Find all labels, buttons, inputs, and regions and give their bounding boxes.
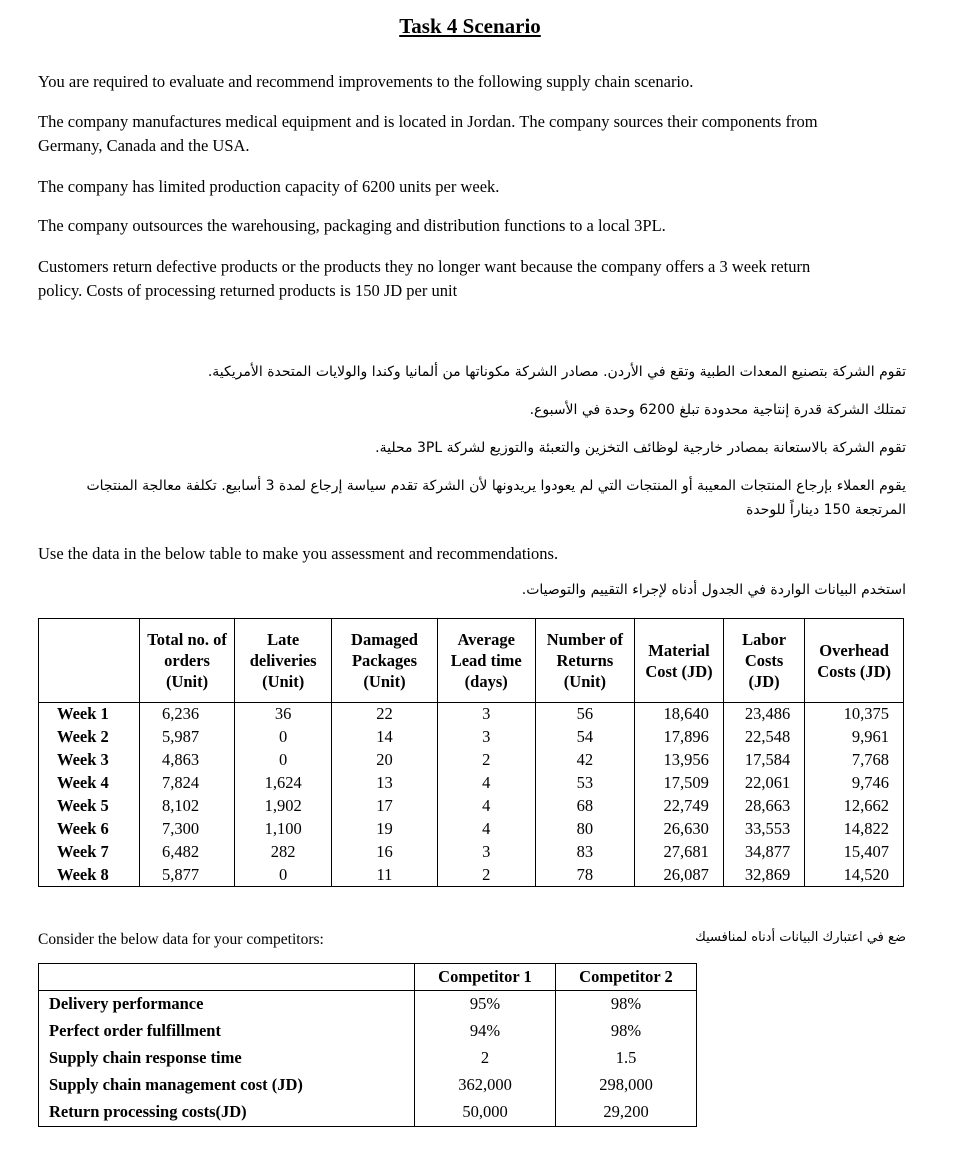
competitor-2-value: 298,000	[556, 1072, 697, 1099]
returns-cell: 56	[535, 703, 635, 726]
table-row	[39, 1072, 697, 1099]
lead-time-cell: 2	[437, 749, 535, 772]
damaged-packages-cell: 19	[332, 818, 438, 841]
total-orders-cell: 7,824	[140, 772, 235, 795]
returns-cell: 83	[535, 841, 635, 864]
total-orders-cell: 8,102	[140, 795, 235, 818]
header-competitor-1: Competitor 1	[415, 964, 556, 991]
material-cost-cell: 26,087	[635, 864, 724, 887]
returns-cell: 53	[535, 772, 635, 795]
arabic-paragraph-3: تقوم الشركة بالاستعانة بمصادر خارجية لوظائف التخزين والتعبئة والتوزيع لشركة 3PL محلية.	[375, 440, 906, 456]
total-orders-cell: 7,300	[140, 818, 235, 841]
overhead-costs-cell: 15,407	[805, 841, 904, 864]
table-row	[39, 1018, 697, 1045]
header-late-deliveries: Late deliveries (Unit)	[235, 619, 332, 703]
use-data-instruction: Use the data in the below table to make you assessment and recommendations.	[38, 544, 559, 563]
metric-label: Perfect order fulfillment	[39, 1018, 415, 1045]
table-row	[39, 749, 904, 772]
labor-costs-cell: 32,869	[723, 864, 804, 887]
total-orders-cell: 6,482	[140, 841, 235, 864]
week-label: Week 7	[39, 841, 140, 864]
returns-cell: 68	[535, 795, 635, 818]
intro-paragraph: You are required to evaluate and recommend improvements to the following supply chain scenario.	[38, 72, 694, 91]
material-cost-cell: 13,956	[635, 749, 724, 772]
header-labor-costs: Labor Costs (JD)	[723, 619, 804, 703]
table-row	[39, 991, 697, 1019]
competitor-1-value: 94%	[415, 1018, 556, 1045]
competitor-1-value: 362,000	[415, 1072, 556, 1099]
outsourcing-paragraph: The company outsources the warehousing, packaging and distribution functions to a local 3PL.	[38, 216, 666, 235]
lead-time-cell: 2	[437, 864, 535, 887]
header-total-orders: Total no. of orders (Unit)	[140, 619, 235, 703]
header-week	[39, 619, 140, 703]
returns-cell: 80	[535, 818, 635, 841]
overhead-costs-cell: 9,746	[805, 772, 904, 795]
metric-label: Supply chain management cost (JD)	[39, 1072, 415, 1099]
material-cost-cell: 17,896	[635, 726, 724, 749]
header-metric	[39, 964, 415, 991]
returns-cell: 54	[535, 726, 635, 749]
header-returns: Number of Returns (Unit)	[535, 619, 635, 703]
damaged-packages-cell: 16	[332, 841, 438, 864]
lead-time-cell: 3	[437, 726, 535, 749]
header-lead-time: Average Lead time (days)	[437, 619, 535, 703]
week-label: Week 8	[39, 864, 140, 887]
week-label: Week 4	[39, 772, 140, 795]
late-deliveries-cell: 1,902	[235, 795, 332, 818]
capacity-paragraph: The company has limited production capacity of 6200 units per week.	[38, 177, 500, 196]
week-label: Week 6	[39, 818, 140, 841]
total-orders-cell: 6,236	[140, 703, 235, 726]
labor-costs-cell: 22,061	[723, 772, 804, 795]
arabic-paragraph-1: تقوم الشركة بتصنيع المعدات الطبية وتقع في الأردن. مصادر الشركة مكوناتها من ألمانيا وكندا والولايات المتحدة الأمريكية.	[207, 364, 906, 380]
week-label: Week 2	[39, 726, 140, 749]
damaged-packages-cell: 14	[332, 726, 438, 749]
competitor-2-value: 1.5	[556, 1045, 697, 1072]
returns-cell: 78	[535, 864, 635, 887]
lead-time-cell: 3	[437, 841, 535, 864]
labor-costs-cell: 33,553	[723, 818, 804, 841]
table-row	[39, 1099, 697, 1127]
material-cost-cell: 22,749	[635, 795, 724, 818]
labor-costs-cell: 34,877	[723, 841, 804, 864]
metric-label: Supply chain response time	[39, 1045, 415, 1072]
material-cost-cell: 18,640	[635, 703, 724, 726]
overhead-costs-cell: 14,520	[805, 864, 904, 887]
metric-label: Return processing costs(JD)	[39, 1099, 415, 1127]
table-row	[39, 818, 904, 841]
week-label: Week 5	[39, 795, 140, 818]
table-row	[39, 864, 904, 887]
returns-cell: 42	[535, 749, 635, 772]
week-label: Week 1	[39, 703, 140, 726]
damaged-packages-cell: 20	[332, 749, 438, 772]
arabic-use-data: استخدم البيانات الواردة في الجدول أدناه لإجراء التقييم والتوصيات.	[521, 582, 906, 598]
late-deliveries-cell: 282	[235, 841, 332, 864]
labor-costs-cell: 23,486	[723, 703, 804, 726]
header-damaged-packages: Damaged Packages (Unit)	[332, 619, 438, 703]
lead-time-cell: 4	[437, 795, 535, 818]
table-row	[39, 795, 904, 818]
header-overhead-costs: Overhead Costs (JD)	[805, 619, 904, 703]
competitor-instruction: Consider the below data for your competitors:	[38, 931, 324, 948]
total-orders-cell: 5,987	[140, 726, 235, 749]
table-row	[39, 772, 904, 795]
late-deliveries-cell: 36	[235, 703, 332, 726]
overhead-costs-cell: 9,961	[805, 726, 904, 749]
late-deliveries-cell: 0	[235, 726, 332, 749]
competitor-1-value: 50,000	[415, 1099, 556, 1127]
material-cost-cell: 17,509	[635, 772, 724, 795]
company-paragraph: The company manufactures medical equipment and is located in Jordan. The company sources their components from Germany, Canada and the USA.	[38, 112, 818, 155]
damaged-packages-cell: 11	[332, 864, 438, 887]
metric-label: Delivery performance	[39, 991, 415, 1019]
late-deliveries-cell: 0	[235, 749, 332, 772]
week-label: Week 3	[39, 749, 140, 772]
overhead-costs-cell: 14,822	[805, 818, 904, 841]
header-competitor-2: Competitor 2	[556, 964, 697, 991]
competitor-2-value: 98%	[556, 991, 697, 1019]
labor-costs-cell: 17,584	[723, 749, 804, 772]
supply-chain-data-table	[38, 618, 904, 887]
damaged-packages-cell: 17	[332, 795, 438, 818]
arabic-paragraph-2: تمتلك الشركة قدرة إنتاجية محدودة تبلغ 6200 وحدة في الأسبوع.	[529, 402, 906, 418]
late-deliveries-cell: 0	[235, 864, 332, 887]
table-row	[39, 1045, 697, 1072]
lead-time-cell: 4	[437, 772, 535, 795]
total-orders-cell: 4,863	[140, 749, 235, 772]
damaged-packages-cell: 13	[332, 772, 438, 795]
returns-paragraph: Customers return defective products or the products they no longer want because the company offers a 3 week return policy. Costs of processing returned products is 150 JD per unit	[38, 257, 811, 300]
lead-time-cell: 4	[437, 818, 535, 841]
labor-costs-cell: 22,548	[723, 726, 804, 749]
late-deliveries-cell: 1,624	[235, 772, 332, 795]
competitor-2-value: 29,200	[556, 1099, 697, 1127]
competitor-table	[38, 963, 697, 1127]
page-title: Task 4 Scenario	[399, 14, 541, 38]
material-cost-cell: 27,681	[635, 841, 724, 864]
table-row	[39, 703, 904, 726]
competitor-1-value: 95%	[415, 991, 556, 1019]
late-deliveries-cell: 1,100	[235, 818, 332, 841]
overhead-costs-cell: 12,662	[805, 795, 904, 818]
table-row	[39, 726, 904, 749]
arabic-competitor-instruction: ضع في اعتبارك البيانات أدناه لمنافسيك	[695, 930, 906, 945]
arabic-paragraph-4: يقوم العملاء بإرجاع المنتجات المعيبة أو المنتجات التي لم يعودوا يريدونها لأن الشركة تقدم سياسة إرجاع لمدة 3 أسابيع. تكلفة معالجة المنتجات المرتجعة 150 ديناراً للوحدة	[86, 478, 906, 518]
overhead-costs-cell: 7,768	[805, 749, 904, 772]
damaged-packages-cell: 22	[332, 703, 438, 726]
competitor-2-value: 98%	[556, 1018, 697, 1045]
header-material-cost: Material Cost (JD)	[635, 619, 724, 703]
total-orders-cell: 5,877	[140, 864, 235, 887]
competitor-1-value: 2	[415, 1045, 556, 1072]
lead-time-cell: 3	[437, 703, 535, 726]
overhead-costs-cell: 10,375	[805, 703, 904, 726]
material-cost-cell: 26,630	[635, 818, 724, 841]
labor-costs-cell: 28,663	[723, 795, 804, 818]
table-row	[39, 841, 904, 864]
